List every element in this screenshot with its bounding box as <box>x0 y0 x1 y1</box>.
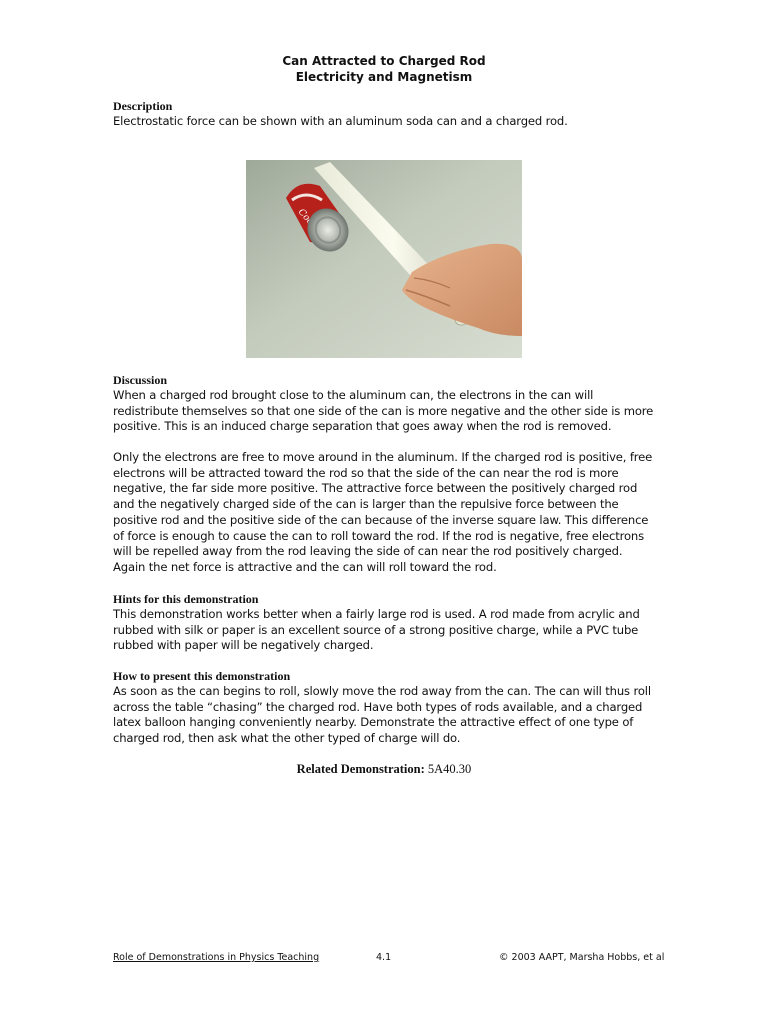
footer-copyright: © 2003 AAPT, Marsha Hobbs, et al <box>499 952 665 963</box>
related-label: Related Demonstration: <box>296 762 425 776</box>
title-line-2: Electricity and Magnetism <box>295 70 473 84</box>
discussion-paragraph-1: When a charged rod brought close to the aluminum can, the electrons in the can will redistribute themselves so that one side of the can is more negative and the other side is more positive. This is an induced charge separation that goes away when the rod is removed. <box>113 388 654 434</box>
related-demonstration <box>113 762 655 777</box>
description-text: Electrostatic force can be shown with an aluminum soda can and a charged rod. <box>113 114 568 128</box>
footer-page-number: 4.1 <box>376 952 392 963</box>
demo-photo <box>246 160 522 358</box>
description-heading: Description <box>113 99 173 113</box>
footer-book-title: Role of Demonstrations in Physics Teaching <box>113 952 320 963</box>
hints-heading: Hints for this demonstration <box>113 592 259 606</box>
related-code: 5A40.30 <box>427 762 472 776</box>
hints-text: This demonstration works better when a fairly large rod is used. A rod made from acrylic and rubbed with silk or paper is an excellent source of a strong positive charge, while a PVC tube rubbed with paper will be negatively charged. <box>113 607 640 653</box>
document-title <box>113 53 655 85</box>
discussion-paragraph-2: Only the electrons are free to move around in the aluminum. If the charged rod is positive, free electrons will be attracted toward the rod so that the side of the can near the rod is more negative, the far side more positive. The attractive force between the positively charged rod and the negatively charged side of the can is larger than the repulsive force between the positive rod and the positive side of the can because of the inverse square law. This difference of force is enough to cause the can to roll toward the rod. If the rod is negative, free electrons will be repelled away from the rod leaving the side of can near the rod positively charged. Again the net force is attractive and the can will roll toward the rod. <box>113 450 653 574</box>
title-line-1: Can Attracted to Charged Rod <box>282 54 486 68</box>
present-heading: How to present this demonstration <box>113 669 291 683</box>
present-text: As soon as the can begins to roll, slowly move the rod away from the can. The can will thus roll across the table “chasing” the charged rod. Have both types of rods available, and a charged latex balloon hanging conveniently nearby. Demonstrate the attractive effect of one type of charged rod, then ask what the other typed of charge will do. <box>113 684 651 746</box>
discussion-heading: Discussion <box>113 373 168 387</box>
